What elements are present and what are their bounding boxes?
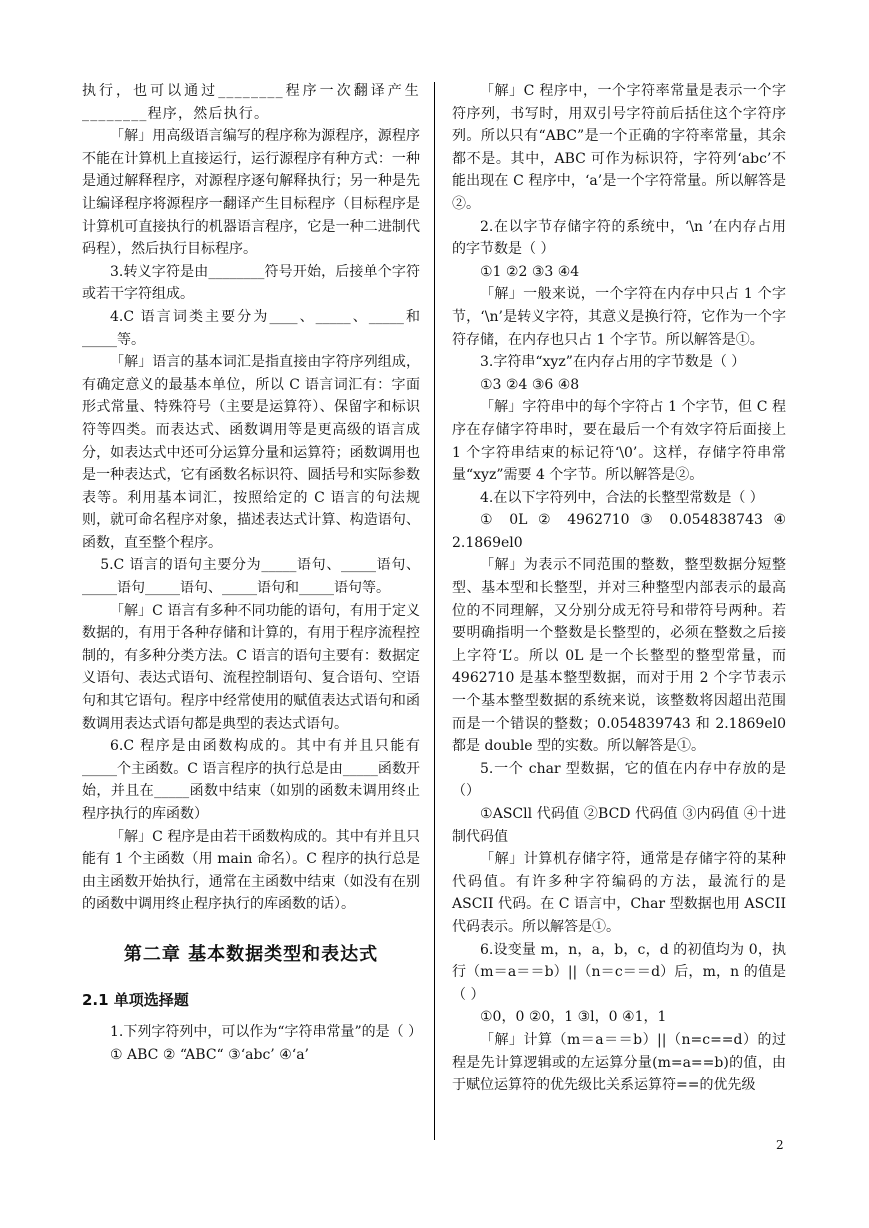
answer-paragraph: 「解」C 语言有多种不同功能的语句，有用于定义数据的，有用于各种存储和计算的，有用于程序流程控制的，有多种分类方法。C 语言的语句主要有：数据定义语句、表达式语句、流程控制语句、复合语句、空语句和其它语句。程序中经常使用的赋值表达式语句和函数调用表达式语句都是典型的表达式语句。 — [82, 602, 420, 732]
column-divider — [434, 82, 435, 1140]
question-3: 3.转义字符是由________符号开始，后接单个字符或若干字符组成。 — [82, 263, 420, 303]
answer-paragraph: 「解」计算（m＝a＝＝b）||（n=c==d）的过程是先计算逻辑或的左运算分量(m=a==b)的值，由于赋位运算符的优先级比关系运算符==的优先级 — [452, 1031, 786, 1094]
answer-paragraph: 「解」语言的基本词汇是指直接由字符序列组成，有确定意义的最基本单位，所以 C 语言词汇有：字面形式常量、特殊符号（主要是运算符）、保留字和标识符等四类。而表达式、函数调用等是更高级的语言成分，如表达式中还可分运算分量和运算符；函数调用也是一种表达式，它有函数名标识符、圆括号和实际参数表等。利用基本词汇，按照给定的 C 语言的句法规则，就可命名程序对象，描述表达式计算、构造语句、函数，直至整个程序。 — [82, 354, 420, 551]
question-6: 6.C 程序是由函数构成的。其中有并且只能有_____个主函数。C 语言程序的执行总是由_____函数开始，并且在_____函数中结束（如别的函数未调用终止程序执行的库函数） — [82, 738, 420, 822]
paragraph: 执行，也可以通过________程序一次翻译产生________程序，然后执行。 — [82, 83, 420, 122]
options: ①ASCll 代码值 ②BCD 代码值 ③内码值 ④十进制代码值 — [452, 806, 786, 845]
options: ①0，0 ②0，1 ③l，0 ④1，1 — [480, 1009, 667, 1026]
answer-paragraph: 「解」字符串中的每个字符占 1 个字节，但 C 程序在存储字符串时，要在最后一个有效字符后面接上 1 个字符串结束的标记符‘\0’。这样，存储字符串常量“xyz”需要 4 个字节。所以解答是②。 — [452, 399, 786, 484]
question-2: 2.在以字节存储字符的系统中，‘\n ’在内存占用的字节数是（ ） — [452, 218, 786, 258]
left-column — [82, 80, 423, 1066]
question-1: 1.下列字符列中，可以作为“字符串常量”的是（ ） — [110, 1024, 423, 1041]
question-5: 5.一个 char 型数据，它的值在内存中存放的是（） — [452, 760, 786, 800]
question-5: 5.C 语言的语句主要分为_____语句、_____语句、_____语句_____语句、_____语句和_____语句等。 — [82, 557, 420, 597]
question-3: 3.字符串“xyz”在内存占用的字节数是（ ） — [480, 354, 746, 371]
answer-paragraph: 「解」C 程序中，一个字符率常量是表示一个字符序列，书写时，用双引号字符前后括住这个字符序列。所以只有“ABC”是一个正确的字符率常量，其余都不是。其中，ABC 可作为标识符，字符列‘abc’不能出现在 C 程序中，‘a’是一个字符常量。所以解答是②。 — [452, 83, 786, 212]
answer-paragraph: 「解」计算机存储字符，通常是存储字符的某种代码值。有许多种字符编码的方法，最流行的是 ASCII 代码。在 C 语言中，Char 型数据也用 ASCII 代码表示。所以解答是①。 — [452, 851, 786, 935]
question-6: 6.设变量 m，n，a，b，c，d 的初值均为 0，执行（m＝a＝＝b）||（n＝c＝＝d）后，m，n 的值是（ ） — [452, 941, 786, 1003]
question-4: 4.在以下字符列中，合法的长整型常数是（ ） — [480, 489, 764, 506]
chapter-title: 第二章 基本数据类型和表达式 — [123, 943, 379, 965]
section-title: 2.1 单项选择题 — [82, 990, 189, 1009]
page-number: 2 — [776, 1138, 784, 1152]
right-column — [452, 80, 786, 1097]
options: ①1 ②2 ③3 ④4 — [480, 263, 580, 280]
answer-paragraph: 「解」为表示不同范围的整数，整型数据分短整型、基本型和长整型，并对三种整型内部表示的最高位的不同理解，又分别分成无符号和带符号两种。若要明确指明一个整数是长整型的，必须在整数之后接上字符‘L’。所以 0L 是一个长整型的整型常量，而 4962710 是基本整型数据，而对于用 2 个字节表示一个基本整型数据的系统来说，该整数将因超出范围而是一个错误的整数；0.054839743 和 2.1869el0 都是 double 型的实数。所以解答是①。 — [452, 557, 786, 755]
options: ① 0L ② 4962710 ③ 0.054838743 ④ 2.1869el0 — [452, 512, 786, 551]
question-4: 4.C 语言词类主要分为____、_____、_____和_____等。 — [82, 308, 420, 348]
options: ① ABC ② “ABC“ ③‘abc’ ④‘a’ — [110, 1046, 310, 1063]
answer-paragraph: 「解」C 程序是由若干函数构成的。其中有并且只能有 1 个主函数（用 main 命名）。C 程序的执行总是由主函数开始执行，通常在主函数中结束（如没有在别的函数中调用终止程序执行的库函数的话）。 — [82, 828, 420, 913]
options: ①3 ②4 ③6 ④8 — [480, 376, 580, 393]
answer-paragraph: 「解」用高级语言编写的程序称为源程序，源程序不能在计算机上直接运行，运行源程序有种方式：一种是通过解释程序，对源程序逐句解释执行；另一种是先让编译程序将源程序一翻译产生目标程序（目标程序是计算机可直接执行的机器语言程序，它是一种二进制代码程），然后执行目标程序。 — [82, 128, 420, 258]
answer-paragraph: 「解」一般来说，一个字符在内存中只占 1 个字节，‘\n’是转义字符，其意义是换行符，它作为一个字符存储，在内存也只占 1 个字节。所以解答是①。 — [452, 286, 786, 348]
